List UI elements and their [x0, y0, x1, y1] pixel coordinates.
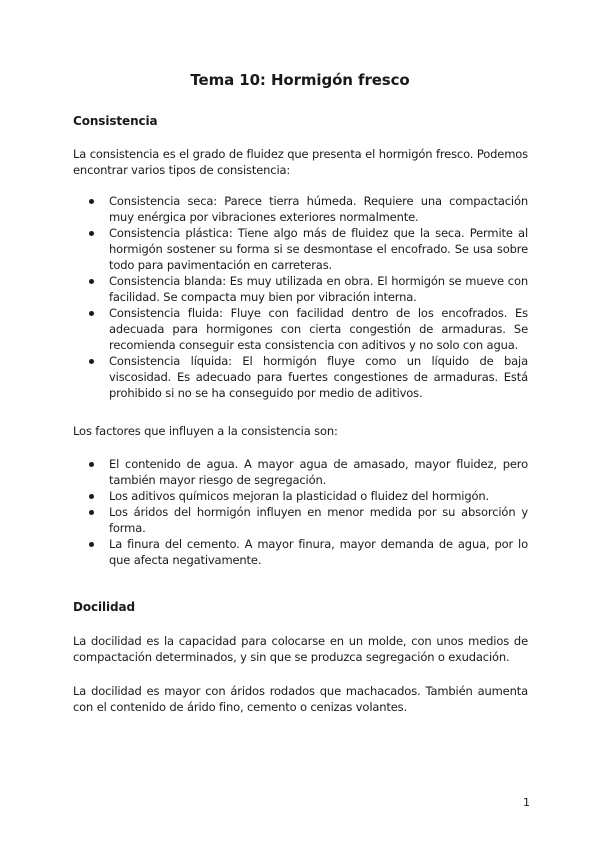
list-item-text: Los aditivos químicos mejoran la plasticidad o fluidez del hormigón. [109, 489, 490, 503]
consistencia-intro-paragraph: La consistencia es el grado de fluidez que presenta el hormigón fresco. Podemos encontrar varios tipos de consistencia: [73, 147, 528, 177]
bullet-icon [89, 199, 94, 204]
factors-intro-paragraph: Los factores que influyen a la consistencia son: [73, 424, 338, 438]
consistency-factors-list [73, 456, 528, 568]
list-item [73, 273, 528, 305]
bullet-icon [89, 311, 94, 316]
bullet-icon [89, 359, 94, 364]
list-item-text: Consistencia líquida: El hormigón fluye como un líquido de baja viscosidad. Es adecuado para fuertes congestiones de armaduras. Está prohibido si no se ha conseguido por medio de aditivos. [109, 354, 528, 400]
list-item [73, 225, 528, 273]
list-item [73, 353, 528, 401]
list-item-text: La finura del cemento. A mayor finura, mayor demanda de agua, por lo que afecta negativamente. [109, 537, 528, 567]
bullet-icon [89, 462, 94, 467]
list-item [73, 536, 528, 568]
list-item [73, 488, 528, 504]
page-number: 1 [523, 796, 530, 809]
list-item-text: Consistencia blanda: Es muy utilizada en obra. El hormigón se mueve con facilidad. Se compacta muy bien por vibración interna. [109, 274, 528, 304]
bullet-icon [89, 279, 94, 284]
list-item-text: Consistencia plástica: Tiene algo más de fluidez que la seca. Permite al hormigón sostener su forma si se desmontase el encofrado. Se usa sobre todo para pavimentación en carreteras. [109, 226, 528, 272]
bullet-icon [89, 231, 94, 236]
docilidad-paragraph-2: La docilidad es mayor con áridos rodados que machacados. También aumenta con el contenido de árido fino, cemento o cenizas volantes. [73, 684, 528, 714]
list-item-text: Los áridos del hormigón influyen en menor medida por su absorción y forma. [109, 505, 528, 535]
bullet-icon [89, 494, 94, 499]
bullet-icon [89, 510, 94, 515]
section-heading-consistencia: Consistencia [73, 114, 158, 128]
list-item [73, 193, 528, 225]
list-item-text: Consistencia fluida: Fluye con facilidad dentro de los encofrados. Es adecuada para hormigones con cierta congestión de armaduras. Se recomienda conseguir esta consistencia con aditivos y no solo con agua. [109, 306, 528, 352]
section-heading-docilidad: Docilidad [73, 600, 136, 614]
docilidad-paragraph-1: La docilidad es la capacidad para colocarse en un molde, con unos medios de compactación determinados, y sin que se produzca segregación o exudación. [73, 634, 528, 664]
list-item-text: El contenido de agua. A mayor agua de amasado, mayor fluidez, pero también mayor riesgo de segregación. [109, 457, 528, 487]
list-item [73, 504, 528, 536]
list-item [73, 305, 528, 353]
list-item-text: Consistencia seca: Parece tierra húmeda. Requiere una compactación muy enérgica por vibraciones exteriores normalmente. [109, 194, 528, 224]
page-title: Tema 10: Hormigón fresco [190, 71, 410, 89]
consistency-types-list [73, 193, 528, 401]
list-item [73, 456, 528, 488]
bullet-icon [89, 542, 94, 547]
